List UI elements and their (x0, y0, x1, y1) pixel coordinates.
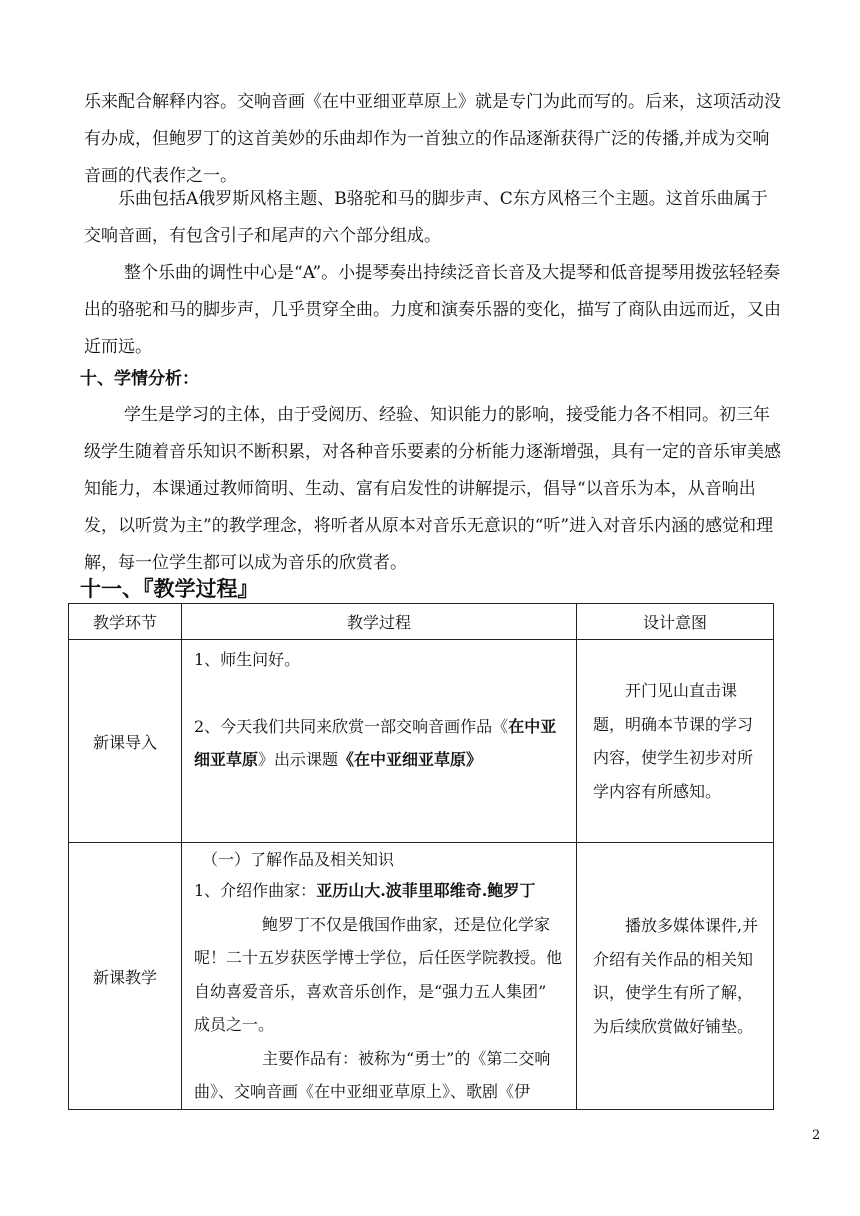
intro-step-1: 1、师生问好。 (194, 650, 301, 669)
table-row (69, 843, 774, 1110)
intro-step-2-text: 2、今天我们共同来欣赏一部交响音画作品《 (194, 716, 509, 736)
header-stage: 教学环节 (69, 604, 182, 640)
composer-name: 亚历山大.波菲里耶维奇.鲍罗丁 (316, 881, 536, 900)
teaching-process-table (68, 603, 774, 1110)
table-header-row (69, 604, 774, 640)
composer-line (182, 874, 576, 908)
header-design: 设计意图 (577, 604, 774, 640)
design-teaching-text: 播放多媒体课件,并介绍有关作品的相关知识，使学生有所了解，为后续欣赏做好铺垫。 (593, 916, 759, 1036)
row-process-intro (182, 640, 577, 843)
section-10-heading: 十、学情分析： (80, 369, 199, 389)
intro-step-2-mid: 》出示课题 (258, 750, 339, 769)
intro-paragraph-2: 乐曲包括A俄罗斯风格主题、B骆驼和马的脚步声、C东方风格三个主题。这首乐曲属于交响音画，有包含引子和尾声的六个部分组成。 (84, 189, 768, 246)
row-design-intro (577, 640, 774, 843)
composer-label: 1、介绍作曲家： (194, 881, 317, 900)
intro-paragraph-1: 乐来配合解释内容。交响音画《在中亚细亚草原上》就是专门为此而写的。后来，这项活动没有办成，但鲍罗丁的这首美妙的乐曲却作为一首独立的作品逐渐获得广泛的传播,并成为交响音画的代表作之一。 (84, 92, 781, 186)
header-process: 教学过程 (182, 604, 577, 640)
section-10-body: 学生是学习的主体，由于受阅历、经验、知识能力的影响，接受能力各不相同。初三年级学生随着音乐知识不断积累，对各种音乐要素的分析能力逐渐增强，具有一定的音乐审美感知能力，本课通过教师简明、生动、富有启发性的讲解提示，倡导“以音乐为本，从音响出发，以听赏为主”的教学理念，将听者从原本对音乐无意识的“听”进入对音乐内涵的感觉和理解，每一位学生都可以成为音乐的欣赏者。 (84, 405, 781, 573)
composer-works: 主要作品有：被称为“勇士”的《第二交响曲》、交响音画《在中亚细亚草原上》、歌剧《伊 (194, 1048, 551, 1101)
intro-paragraph-3: 整个乐曲的调性中心是“A”。小提琴奏出持续泛音长音及大提琴和低音提琴用拨弦轻轻奏出的骆驼和马的脚步声，几乎贯穿全曲。力度和演奏乐器的变化，描写了商队由远而近，又由近而远。 (84, 263, 781, 357)
row-stage-teaching: 新课教学 (69, 843, 182, 1110)
intro-step-2 (182, 710, 576, 777)
section-11-heading: 十一、『教学过程』 (80, 577, 259, 601)
page-number: 2 (812, 1128, 821, 1143)
design-intro-text: 开门见山直击课题，明确本节课的学习内容，使学生初步对所学内容有所感知。 (593, 681, 754, 801)
teaching-subheading: （一）了解作品及相关知识 (202, 850, 395, 869)
intro-step-2-bold-title: 在中亚细亚草原 (194, 716, 557, 769)
row-design-teaching (577, 843, 774, 1110)
table-row (69, 640, 774, 843)
composer-bio: 鲍罗丁不仅是俄国作曲家，还是位化学家呢！二十五岁获医学博士学位，后任医学院教授。他自幼喜爱音乐，喜欢音乐创作，是“强力五人集团” 成员之一。 (194, 914, 563, 1034)
row-stage-intro: 新课导入 (69, 640, 182, 843)
intro-step-2-bold-topic: 《在中亚细亚草原》 (338, 750, 483, 769)
row-process-teaching (182, 843, 577, 1110)
